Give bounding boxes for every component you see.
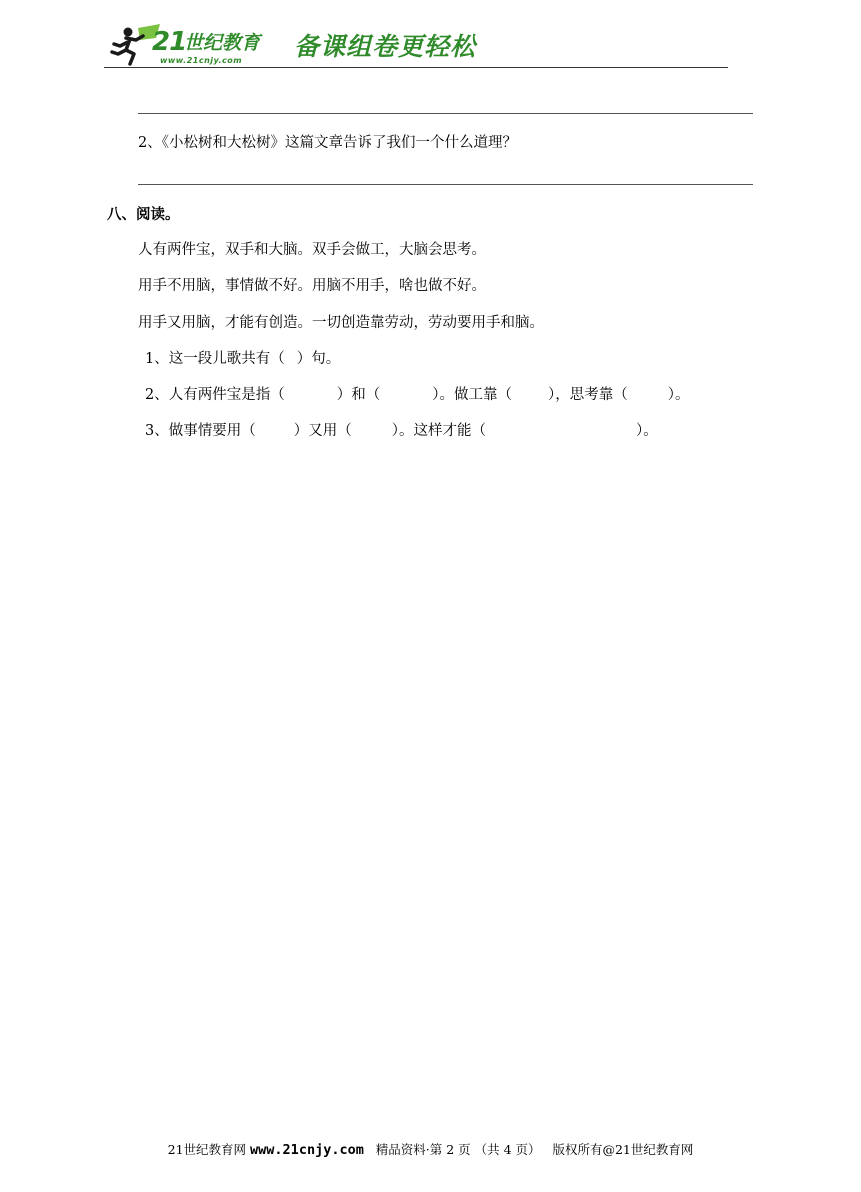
question-7-2: 2、《小松树和大松树》这篇文章告诉了我们一个什么道理？: [138, 135, 517, 151]
footer-site: 21世纪教育网: [167, 1142, 247, 1157]
answer-line: [138, 113, 753, 114]
question-text: 1、这一段儿歌共有（: [145, 351, 285, 367]
footer-url[interactable]: www.21cnjy.com: [250, 1142, 364, 1158]
question-text: 2、人有两件宝是指（: [145, 387, 285, 403]
footer-page-info: 精品资料·第 2 页 （共 4 页）: [375, 1142, 541, 1157]
question-8-1: [145, 349, 340, 369]
header-rule: [104, 67, 728, 68]
logo-url: www.21cnjy.com: [160, 56, 243, 65]
answer-line: [138, 184, 753, 185]
question-text: ），思考靠（: [547, 387, 628, 403]
question-text: ）。: [667, 387, 690, 403]
question-text: ）。这样才能（: [391, 423, 486, 439]
question-text: ）。做工靠（: [432, 387, 512, 403]
passage-line: 人有两件宝，双手和大脑。双手会做工，大脑会思考。: [138, 242, 486, 258]
question-8-2: [145, 385, 689, 405]
question-8-3: [145, 421, 658, 441]
passage-line: 用手又用脑，才能有创造。一切创造靠劳动，劳动要用手和脑。: [138, 315, 544, 331]
question-text: ）又用（: [293, 423, 352, 439]
section-heading: 八、阅读。: [107, 207, 180, 223]
question-text: ）句。: [296, 351, 341, 367]
page-header: [104, 22, 728, 72]
question-text: 3、做事情要用（: [145, 423, 256, 439]
logo-brand: 世纪教育: [184, 32, 261, 54]
question-text: ）。: [635, 423, 658, 439]
logo-number: 21: [152, 27, 187, 57]
passage-line: 用手不用脑，事情做不好。用脑不用手，啥也做不好。: [138, 278, 486, 294]
footer-copyright: 版权所有@21世纪教育网: [552, 1142, 694, 1157]
header-slogan: 备课组卷更轻松: [294, 32, 477, 61]
question-text: ）和（: [336, 387, 381, 403]
page-footer: [0, 1140, 861, 1158]
